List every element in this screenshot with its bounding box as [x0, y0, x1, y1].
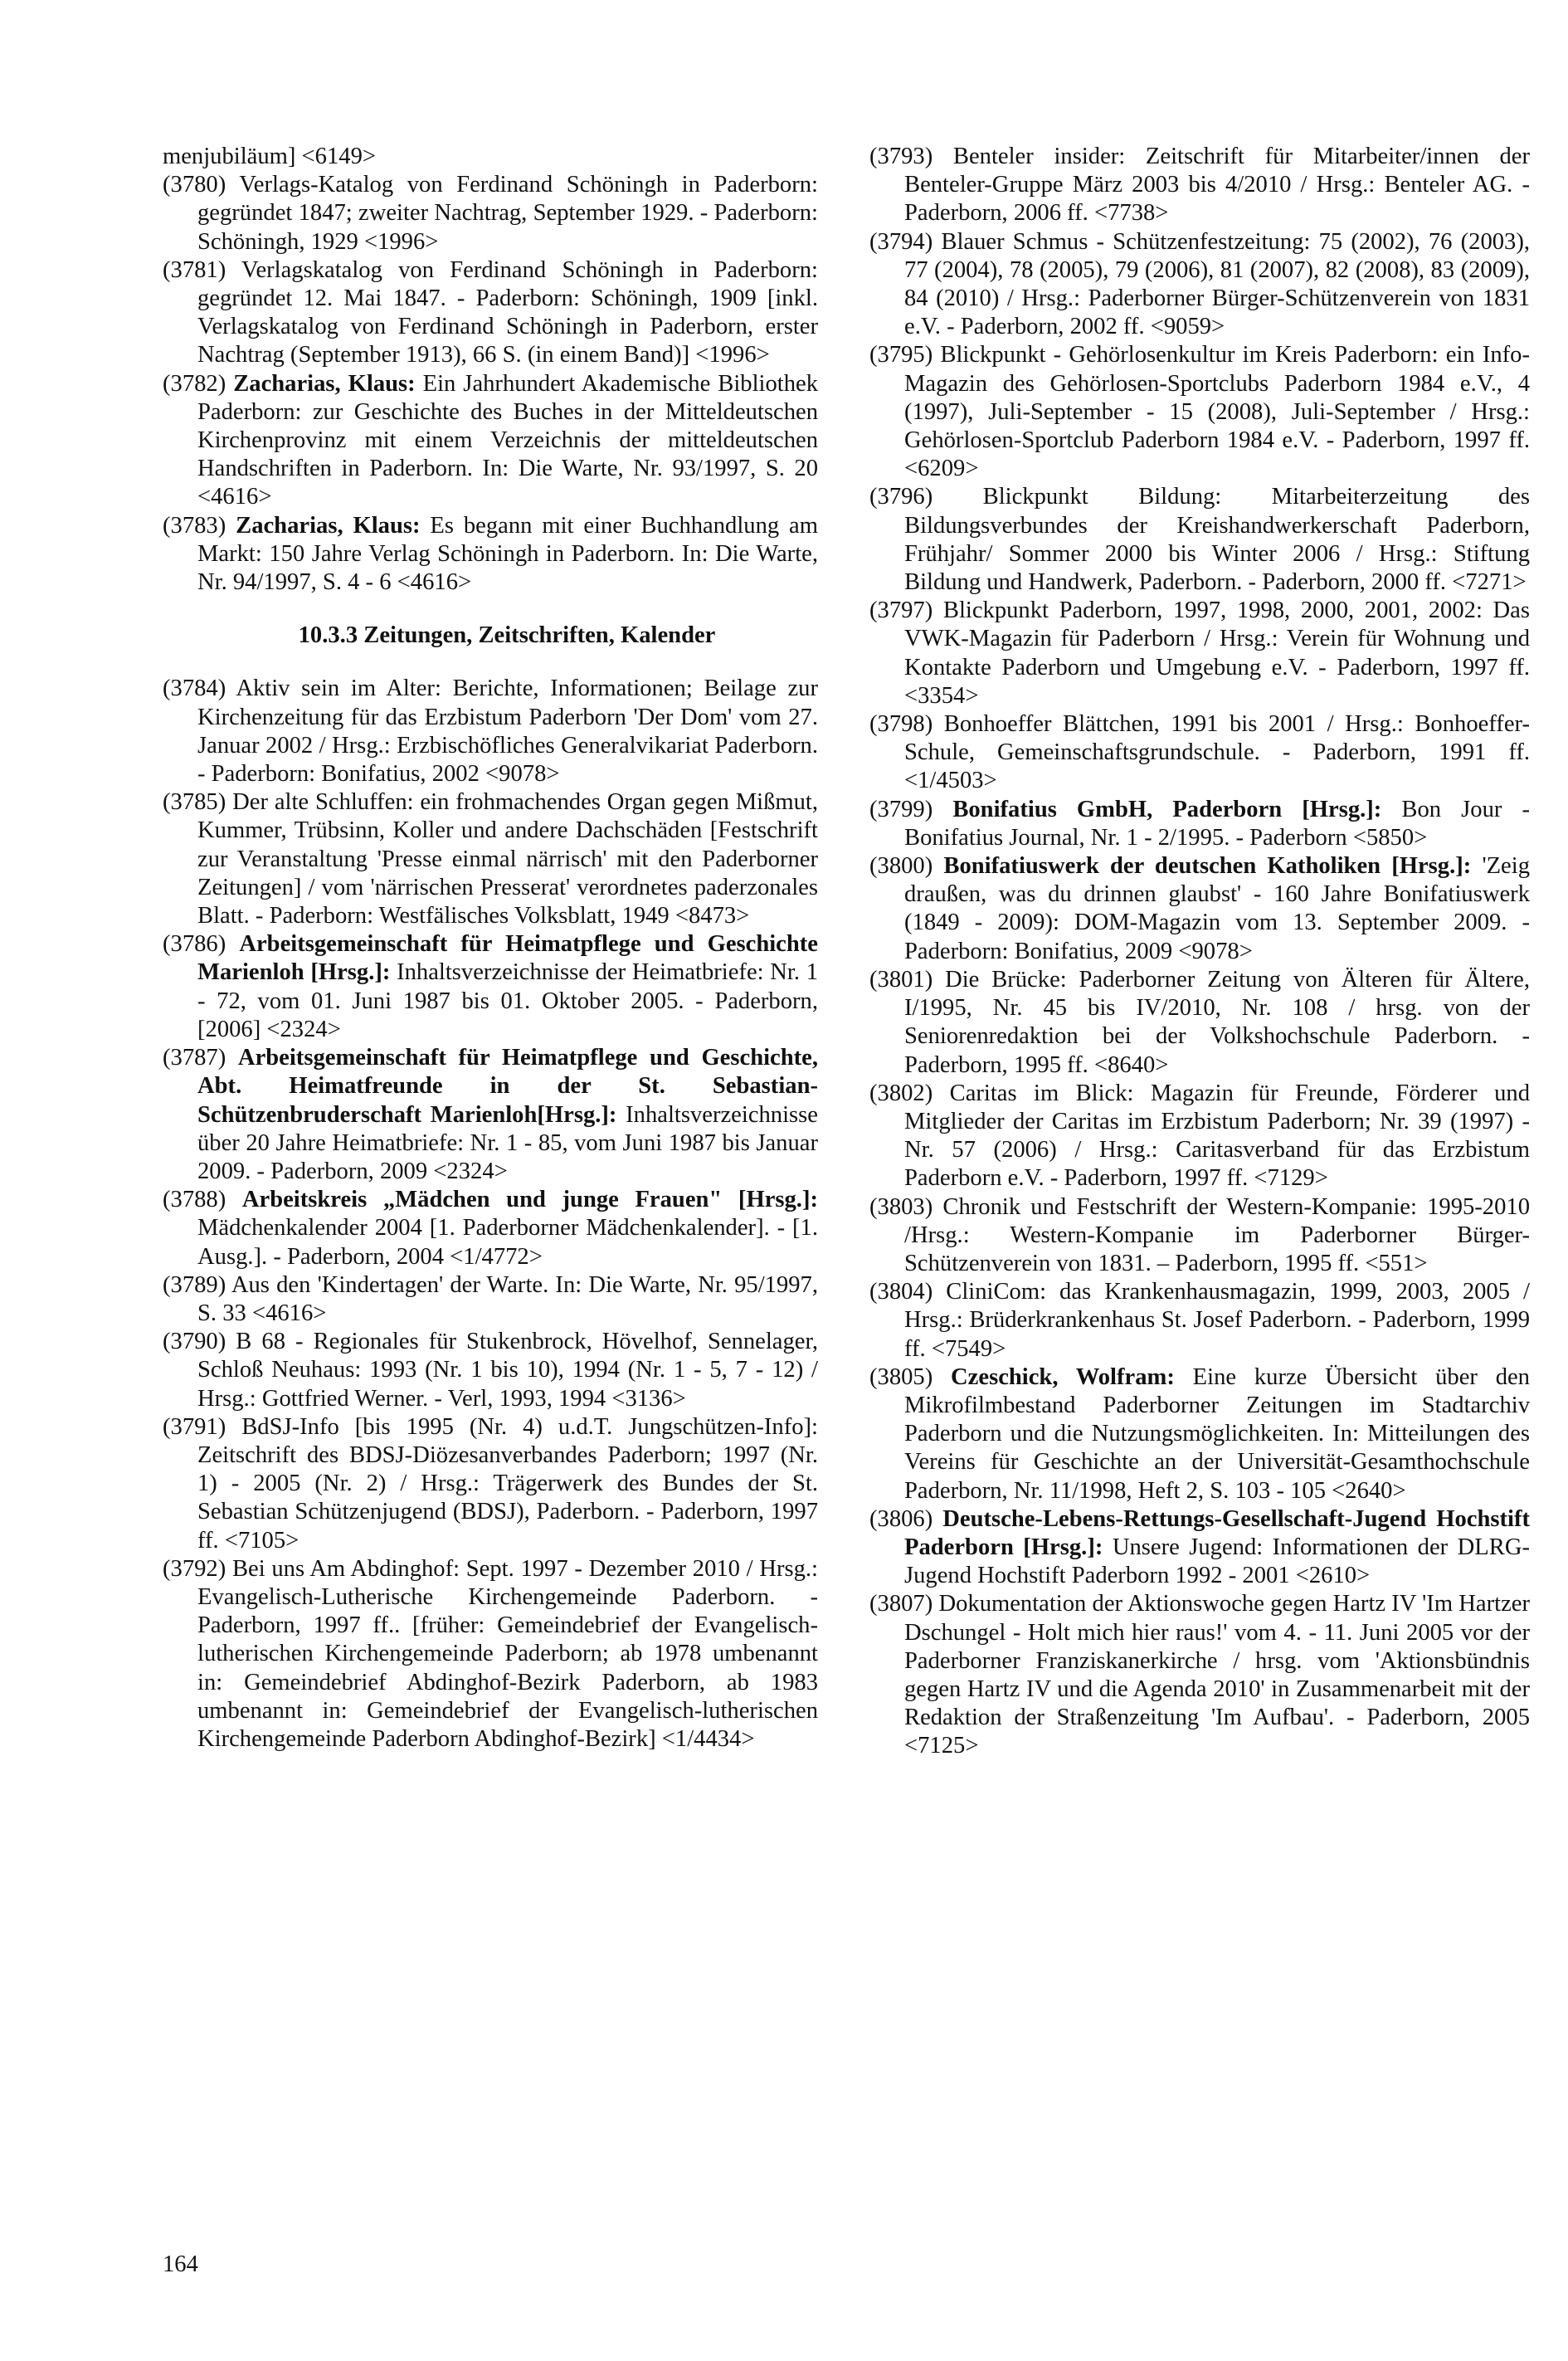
entry-number: (3787) [163, 1045, 226, 1071]
bibliography-entry [163, 1413, 818, 1555]
entry-number: (3780) [163, 172, 226, 198]
entry-number: (3797) [869, 598, 933, 624]
entry-number: (3796) [869, 484, 933, 510]
entry-text: Unsere Jugend: Informationen der DLRG-Jugend Hochstift Paderborn 1992 - 2001 <2610> [904, 1534, 1530, 1589]
bibliography-entry [163, 1271, 818, 1328]
entry-number: (3799) [869, 796, 933, 822]
bibliography-entry [869, 710, 1530, 796]
entry-number: (3781) [163, 256, 226, 283]
bibliography-entry [869, 228, 1530, 342]
entry-text: Verlags-Katalog von Ferdinand Schöningh in Paderborn: gegründet 1847; zweiter Nachtrag, September 1929. - Paderborn: Schöningh, 1929 <1996> [197, 172, 818, 255]
entry-number: (3805) [869, 1363, 933, 1390]
entry-text: Blauer Schmus - Schützenfestzeitung: 75 (2002), 76 (2003), 77 (2004), 78 (2005), 79 (2006), 81 (2007), 82 (2008), 83 (2009), 84 (2010) / Hrsg.: Paderborner Bürger-Schützenverein von 1831 e.V. - Paderborn, 2002 ff. <9059> [904, 228, 1530, 340]
entry-author: Arbeitsgemeinschaft für Heimatpflege und Geschichte, Abt. Heimatfreunde in der St. Sebastian-Schützenbruderschaft Marienloh[Hrsg.]: [197, 1045, 818, 1128]
bibliography-entry [869, 1505, 1530, 1591]
entry-text: Eine kurze Übersicht über den Mikrofilmbestand Paderborner Zeitungen im Stadtarchiv Paderborn und die Nutzungsmöglichkeiten. In: Mitteilungen des Vereins für Geschichte an der Universität-Gesamthochschule Paderborn, Nr. 11/1998, Heft 2, S. 103 - 105 <2640> [904, 1363, 1530, 1504]
entry-text: Caritas im Blick: Magazin für Freunde, Förderer und Mitglieder der Caritas im Erzbistum Paderborn; Nr. 39 (1997) - Nr. 57 (2006) / Hrsg.: Caritasverband für das Erzbistum Paderborn e.V. - Paderborn, 1997 ff. <7129> [904, 1080, 1530, 1192]
entry-author: Arbeitsgemeinschaft für Heimatpflege und Geschichte Marienloh [Hrsg.]: [197, 931, 818, 986]
entry-text: Chronik und Festschrift der Western-Kompanie: 1995-2010 /Hrsg.: Western-Kompanie im Paderborner Bürger-Schützenverein von 1831. – Paderborn, 1995 ff. <551> [904, 1193, 1530, 1276]
bibliography-entry [163, 675, 818, 788]
bibliography-entry [163, 788, 818, 930]
bibliography-entry [163, 256, 818, 370]
entry-text: Dokumentation der Aktionswoche gegen Hartz IV 'Im Hartzer Dschungel - Holt mich hier raus!' vom 4. - 11. Juni 2005 vor der Paderborner Franziskanerkirche / hrsg. vom 'Aktionsbündnis gegen Hartz IV und die Agenda 2010' in Zusammenarbeit mit der Redaktion der Straßenzeitung 'Im Aufbau'. - Paderborn, 2005 <7125> [904, 1591, 1530, 1759]
bibliography-entry [869, 1278, 1530, 1363]
entry-text: Verlagskatalog von Ferdinand Schöningh in Paderborn: gegründet 12. Mai 1847. - Paderborn: Schöningh, 1909 [inkl. Verlagskatalog von Ferdinand Schöningh in Paderborn, erster Nachtrag (September 1913), 66 S. (in einem Band)] <1996> [197, 256, 818, 368]
entry-text: Benteler insider: Zeitschrift für Mitarbeiter/innen der Benteler-Gruppe März 2003 bis 4/2010 / Hrsg.: Benteler AG. - Paderborn, 2006 ff. <7738> [904, 144, 1530, 227]
entry-number: (3801) [869, 966, 933, 993]
entry-number: (3806) [869, 1505, 933, 1532]
entry-number: (3791) [163, 1413, 226, 1440]
entry-number: (3785) [163, 789, 226, 816]
entry-text: Aktiv sein im Alter: Berichte, Informationen; Beilage zur Kirchenzeitung für das Erzbistum Paderborn 'Der Dom' vom 27. Januar 2002 / Hrsg.: Erzbischöfliches Generalvikariat Paderborn. - Paderborn: Bonifatius, 2002 <9078> [197, 676, 818, 788]
right-column [869, 143, 1530, 1761]
entry-text: Inhaltsverzeichnisse über 20 Jahre Heimatbriefe: Nr. 1 - 85, vom Juni 1987 bis Januar 2009. - Paderborn, 2009 <2324> [197, 1101, 818, 1184]
entry-text: Die Brücke: Paderborner Zeitung von Älteren für Ältere, I/1995, Nr. 45 bis IV/2010, Nr. 108 / hrsg. von der Seniorenredaktion bei der Volkshochschule Paderborn. - Paderborn, 1995 ff. <8640> [904, 966, 1530, 1078]
bibliography-entry [869, 966, 1530, 1080]
bibliography-entry [869, 143, 1530, 228]
entry-text: Der alte Schluffen: ein frohmachendes Organ gegen Mißmut, Kummer, Trübsinn, Koller und andere Dachschäden [Festschrift zur Veranstaltung 'Presse einmal närrisch' mit den Paderborner Zeitungen] / vom 'närrischen Presserat' verordnetes paderzonales Blatt. - Paderborn: Westfälisches Volksblatt, 1949 <8473> [197, 789, 818, 929]
entry-number: (3807) [869, 1591, 933, 1617]
bibliography-entry [869, 796, 1530, 852]
entry-text: Blickpunkt Bildung: Mitarbeiterzeitung des Bildungsverbundes der Kreishandwerkerschaft Paderborn, Frühjahr/ Sommer 2000 bis Winter 2006 / Hrsg.: Stiftung Bildung und Handwerk, Paderborn. - Paderborn, 2000 ff. <7271> [904, 484, 1530, 596]
entry-number: (3802) [869, 1080, 933, 1106]
entry-number: (3788) [163, 1187, 226, 1213]
entry-author: Czeschick, Wolfram: [951, 1363, 1175, 1390]
bibliography-entry [163, 1044, 818, 1186]
entry-number: (3783) [163, 512, 226, 539]
bibliography-entry [163, 1555, 818, 1754]
bibliography-entry [869, 1363, 1530, 1505]
entry-number: (3803) [869, 1193, 933, 1220]
entry-text: 'Zeig draußen, was du drinnen glaubst' - 160 Jahre Bonifatiuswerk (1849 - 2009): DOM-Magazin vom 13. September 2009. - Paderborn: Bonifatius, 2009 <9078> [904, 853, 1530, 964]
left-column [163, 143, 818, 1754]
entry-number: (3793) [869, 144, 933, 169]
bibliography-entry [163, 370, 818, 512]
entry-number: (3786) [163, 931, 226, 958]
bibliography-entry [869, 483, 1530, 597]
left-entries-after-heading [163, 675, 818, 1754]
bibliography-entry [869, 1080, 1530, 1193]
entry-text: B 68 - Regionales für Stukenbrock, Hövelhof, Sennelager, Schloß Neuhaus: 1993 (Nr. 1 bis 10), 1994 (Nr. 1 - 5, 7 - 12) / Hrsg.: Gottfried Werner. - Verl, 1993, 1994 <3136> [197, 1329, 818, 1412]
entry-text: Bon Jour - Bonifatius Journal, Nr. 1 - 2/1995. - Paderborn <5850> [904, 796, 1530, 851]
bibliography-entry [869, 852, 1530, 966]
entry-continuation: menjubiläum] <6149> [163, 144, 376, 169]
entry-text: Bonhoeffer Blättchen, 1991 bis 2001 / Hrsg.: Bonhoeffer-Schule, Gemeinschaftsgrundschule. - Paderborn, 1991 ff. <1/4503> [904, 711, 1530, 794]
entry-text: Inhaltsverzeichnisse der Heimatbriefe: Nr. 1 - 72, vom 01. Juni 1987 bis 01. Oktober 2005. - Paderborn, [2006] <2324> [197, 959, 818, 1042]
entry-text: Ein Jahrhundert Akademische Bibliothek Paderborn: zur Geschichte des Buches in der Mitteldeutschen Kirchenprovinz mit einem Verzeichnis der mitteldeutschen Handschriften in Paderborn. In: Die Warte, Nr. 93/1997, S. 20 <4616> [197, 370, 818, 510]
bibliography-entry [869, 341, 1530, 483]
entry-author: Zacharias, Klaus: [233, 370, 416, 397]
entry-author: Deutsche-Lebens-Rettungs-Gesellschaft-Jugend Hochstift Paderborn [Hrsg.]: [904, 1505, 1530, 1560]
entry-text: Blickpunkt - Gehörlosenkultur im Kreis Paderborn: ein Info-Magazin des Gehörlosen-Sportclubs Paderborn 1984 e.V., 4 (1997), Juli-September - 15 (2008), Juli-September / Hrsg.: Gehörlosen-Sportclub Paderborn 1984 e.V. - Paderborn, 1997 ff. <6209> [904, 342, 1530, 482]
bibliography-entry [163, 1328, 818, 1413]
entry-number: (3784) [163, 676, 226, 702]
bibliography-entry [163, 171, 818, 256]
entry-number: (3789) [163, 1271, 226, 1298]
entry-number: (3794) [869, 228, 933, 255]
entry-text: Aus den 'Kindertagen' der Warte. In: Die Warte, Nr. 95/1997, S. 33 <4616> [197, 1271, 818, 1326]
entry-text: Blickpunkt Paderborn, 1997, 1998, 2000, 2001, 2002: Das VWK-Magazin für Paderborn / Hrsg.: Verein für Wohnung und Kontakte Paderborn und Umgebung e.V. - Paderborn, 1997 ff. <3354> [904, 598, 1530, 709]
entry-author: Bonifatiuswerk der deutschen Katholiken [Hrsg.]: [943, 853, 1472, 880]
bibliography-entry [163, 512, 818, 598]
bibliography-entry [869, 597, 1530, 710]
entry-text: CliniCom: das Krankenhausmagazin, 1999, 2003, 2005 / Hrsg.: Brüderkrankenhaus St. Josef Paderborn. - Paderborn, 1999 ff. <7549> [904, 1279, 1530, 1362]
section-heading: 10.3.3 Zeitungen, Zeitschriften, Kalender [298, 622, 716, 649]
bibliography-entry [869, 1590, 1530, 1760]
entry-text: Es begann mit einer Buchhandlung am Markt: 150 Jahre Verlag Schöningh in Paderborn. In: Die Warte, Nr. 94/1997, S. 4 - 6 <4616> [197, 512, 818, 596]
right-entries [869, 143, 1530, 1761]
entry-number: (3795) [869, 342, 933, 368]
entry-author: Zacharias, Klaus: [236, 512, 421, 539]
entry-number: (3790) [163, 1329, 226, 1355]
entry-text: Bei uns Am Abdinghof: Sept. 1997 - Dezember 2010 / Hrsg.: Evangelisch-Lutherische Kirchengemeinde Paderborn. - Paderborn, 1997 ff.. [früher: Gemeindebrief der Evangelisch-lutherischen Kirchengemeinde Paderborn; ab 1978 umbenannt in: Gemeindebrief Abdinghof-Bezirk Paderborn, ab 1983 umbenannt in: Gemeindebrief der Evangelisch-lutherischen Kirchengemeinde Paderborn Abdinghof-Bezirk] <1/4434> [197, 1555, 818, 1752]
bibliography-entry [869, 1193, 1530, 1279]
entry-text: Mädchenkalender 2004 [1. Paderborner Mädchenkalender]. - [1. Ausg.]. - Paderborn, 2004 <1/4772> [197, 1215, 818, 1270]
entry-number: (3792) [163, 1555, 226, 1582]
entry-number: (3782) [163, 370, 226, 397]
entry-number: (3800) [869, 853, 933, 880]
entry-number: (3804) [869, 1279, 933, 1305]
bibliography-entry [163, 930, 818, 1044]
bibliography-entry [163, 1186, 818, 1271]
entry-author: Arbeitskreis „Mädchen und junge Frauen" [Hrsg.]: [241, 1187, 818, 1213]
entry-number: (3798) [869, 711, 933, 738]
entry-author: Bonifatius GmbH, Paderborn [Hrsg.]: [952, 796, 1382, 822]
page-number: 164 [163, 2251, 198, 2277]
entry-text: BdSJ-Info [bis 1995 (Nr. 4) u.d.T. Jungschützen-Info]: Zeitschrift des BDSJ-Diözesanverbandes Paderborn; 1997 (Nr. 1) - 2005 (Nr. 2) / Hrsg.: Trägerwerk des Bundes der St. Sebastian Schützenjugend (BDSJ), Paderborn. - Paderborn, 1997 ff. <7105> [197, 1413, 818, 1554]
left-entries-before-heading [163, 171, 818, 597]
